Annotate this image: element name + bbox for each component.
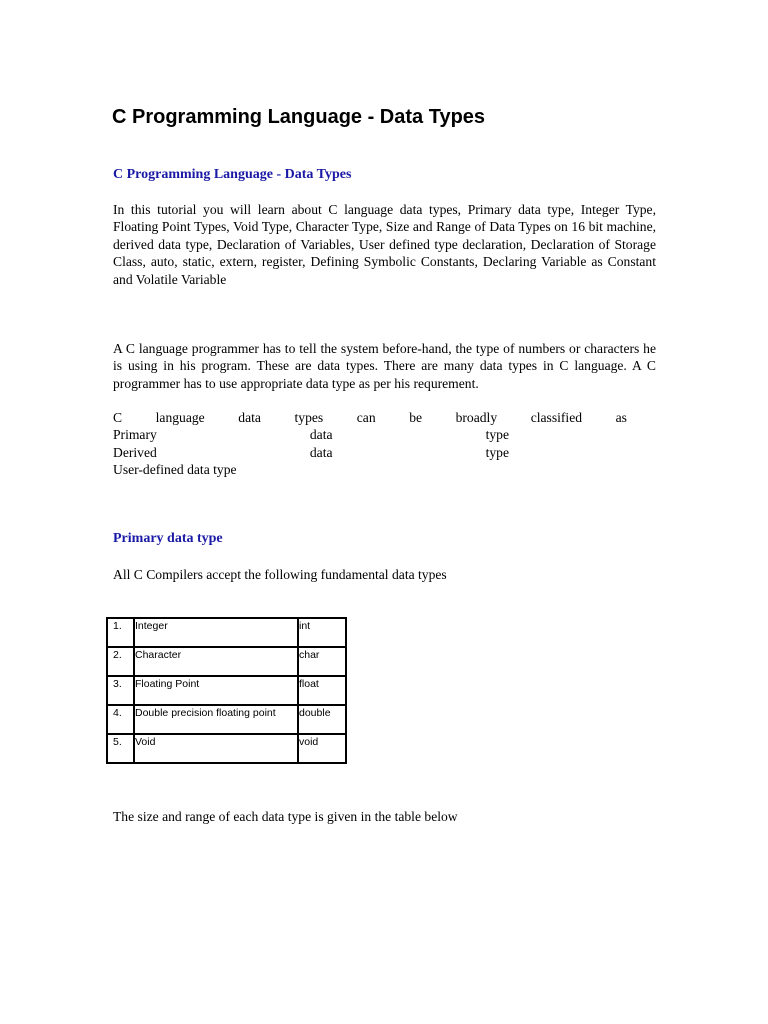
table-row	[107, 734, 346, 763]
classify-word: types	[294, 410, 324, 425]
type-keyword: double	[298, 705, 346, 734]
row-number: 1.	[107, 618, 134, 647]
row-number: 3.	[107, 676, 134, 705]
table-row	[107, 676, 346, 705]
programmer-paragraph: A C language programmer has to tell the system before-hand, the type of numbers or characters he is using in his program. These are data types. There are many data types in C language. A C programmer has to use appropriate data type as per his requrement.	[113, 341, 656, 391]
type-keyword: char	[298, 647, 346, 676]
classify-word: can	[356, 410, 376, 425]
classify-word: data	[309, 427, 333, 443]
table-row	[107, 618, 346, 647]
classify-word: Primary	[113, 427, 157, 443]
classification-primary	[113, 426, 509, 443]
classify-word: Derived	[113, 444, 157, 460]
classify-word: type	[485, 427, 509, 443]
primary-data-type-heading: Primary data type	[113, 531, 223, 546]
classify-word: type	[485, 444, 509, 460]
type-name: Double precision floating point	[134, 705, 298, 734]
classification-user-defined	[113, 461, 627, 478]
fundamental-types-table	[106, 617, 347, 764]
table-row	[107, 705, 346, 734]
classify-word: classified	[530, 410, 583, 425]
table-row	[107, 647, 346, 676]
classification-list	[113, 409, 627, 479]
classification-derived	[113, 444, 509, 461]
classify-word: language	[155, 410, 205, 425]
classify-word: data	[238, 410, 261, 425]
classify-word: be	[409, 410, 423, 425]
classify-word: broadly	[455, 410, 498, 425]
type-name: Character	[134, 647, 298, 676]
type-keyword: float	[298, 676, 346, 705]
classification-intro-line	[113, 409, 627, 426]
type-keyword: int	[298, 618, 346, 647]
section-heading: C Programming Language - Data Types	[113, 167, 352, 182]
type-name: Void	[134, 734, 298, 763]
classify-word: as	[615, 410, 627, 425]
fundamental-types-text: All C Compilers accept the following fundamental data types	[113, 567, 447, 582]
page-title: C Programming Language - Data Types	[112, 106, 486, 128]
row-number: 5.	[107, 734, 134, 763]
classify-word: C	[113, 410, 123, 425]
intro-paragraph: In this tutorial you will learn about C language data types, Primary data type, Integer Type, Floating Point Types, Void Type, Character Type, Size and Range of Data Types on 16 bit machine, derived data type, Declaration of Variables, User defined type declaration, Declaration of Storage Class, auto, static, extern, register, Defining Symbolic Constants, Declaring Variable as Constant and Volatile Variable	[113, 202, 656, 287]
classify-word: data	[309, 444, 333, 460]
row-number: 2.	[107, 647, 134, 676]
classify-word: User-defined data type	[113, 462, 237, 478]
type-keyword: void	[298, 734, 346, 763]
size-range-text: The size and range of each data type is given in the table below	[113, 809, 458, 824]
type-name: Integer	[134, 618, 298, 647]
type-name: Floating Point	[134, 676, 298, 705]
row-number: 4.	[107, 705, 134, 734]
